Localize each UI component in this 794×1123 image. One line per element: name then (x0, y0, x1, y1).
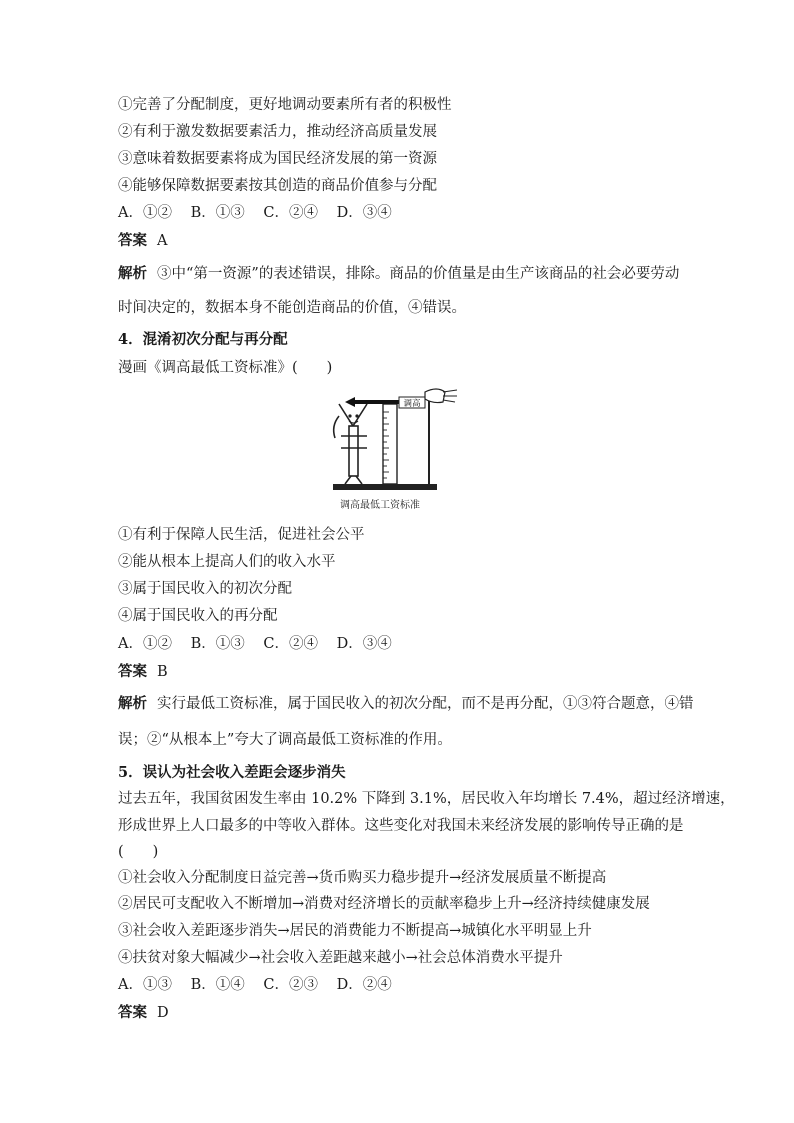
q4-choices (118, 634, 406, 654)
q4-option-4: ④属于国民收入的再分配 (118, 608, 278, 624)
q5-choice-d: D．②④ (336, 977, 392, 993)
q4-choice-d: D．③④ (336, 636, 392, 652)
q5-stem-line2: 形成世界上人口最多的中等收入群体。这些变化对我国未来经济发展的影响传导正确的是 (118, 818, 684, 834)
q4-option-3: ③属于国民收入的初次分配 (118, 581, 292, 597)
q5-option-2: ②居民可支配收入不断增加→消费对经济增长的贡献率稳步上升→经济持续健康发展 (118, 896, 650, 912)
q5-answer (118, 1003, 169, 1023)
cartoon-caption: 调高最低工资标准 (340, 500, 420, 511)
q4-stem: 漫画《调高最低工资标准》( ) (118, 360, 333, 376)
q5-choices (118, 975, 406, 995)
cartoon-eye-right (355, 414, 358, 417)
q3-analysis-line2: 时间决定的，数据本身不能创造商品的价值，④错误。 (118, 300, 466, 316)
q5-choice-c: C．②③ (263, 977, 318, 993)
q4-option-2: ②能从根本上提高人们的收入水平 (118, 554, 336, 570)
q3-analysis-line1 (118, 264, 679, 284)
q5-choice-b: B．①④ (190, 977, 245, 993)
q3-analysis-label: 解析 (118, 265, 147, 282)
q4-analysis-text1: 实行最低工资标准，属于国民收入的初次分配，而不是再分配，①③符合题意，④错 (157, 696, 694, 712)
q4-answer-value: B (157, 664, 168, 680)
q3-option-1: ①完善了分配制度，更好地调动要素所有者的积极性 (118, 97, 452, 113)
q5-heading: 5．误认为社会收入差距会逐步消失 (118, 764, 346, 781)
q5-option-3: ③社会收入差距逐步消失→居民的消费能力不断提高→城镇化水平明显上升 (118, 923, 592, 939)
cartoon-eye-left (348, 414, 351, 417)
q5-answer-label: 答案 (118, 1004, 147, 1021)
q4-heading: 4．混淆初次分配与再分配 (118, 331, 288, 348)
q3-option-3: ③意味着数据要素将成为国民经济发展的第一资源 (118, 151, 437, 167)
q5-option-1: ①社会收入分配制度日益完善→货币购买力稳步提升→经济发展质量不断提高 (118, 870, 607, 886)
q3-choices (118, 203, 406, 223)
q3-answer (118, 231, 167, 251)
q3-answer-value: A (157, 233, 168, 249)
q3-option-2: ②有利于激发数据要素活力，推动经济高质量发展 (118, 124, 437, 140)
q3-choice-b: B．①③ (190, 205, 245, 221)
cartoon-ground (333, 484, 437, 490)
q5-choice-a: A．①③ (118, 977, 172, 993)
q4-choice-c: C．②④ (263, 636, 318, 652)
cartoon-sign-text: 调高 (403, 399, 421, 409)
cartoon-hand (425, 389, 445, 403)
q5-stem-line1: 过去五年，我国贫困发生率由 10.2% 下降到 3.1%，居民收入年均增长 7.4%，超过经济增速， (118, 791, 735, 807)
cartoon-cuff (443, 390, 457, 402)
q4-analysis-line1 (118, 694, 694, 714)
q3-analysis-text1: ③中“第一资源”的表述错误，排除。商品的价值量是由生产该商品的社会必要劳动 (157, 266, 680, 282)
q4-option-1: ①有利于保障人民生活，促进社会公平 (118, 527, 365, 543)
cartoon-minimum-wage (325, 386, 465, 496)
q3-option-4: ④能够保障数据要素按其创造的商品价值参与分配 (118, 178, 437, 194)
q3-choice-c: C．②④ (263, 205, 318, 221)
q4-choice-b: B．①③ (190, 636, 245, 652)
q3-answer-label: 答案 (118, 232, 147, 249)
q3-choice-a: A．①② (118, 205, 172, 221)
q5-stem-line3: ( ) (118, 844, 159, 860)
q3-choice-d: D．③④ (336, 205, 392, 221)
q4-analysis-label: 解析 (118, 695, 147, 712)
q4-answer (118, 662, 168, 682)
q4-choice-a: A．①② (118, 636, 172, 652)
q5-option-4: ④扶贫对象大幅减少→社会收入差距越来越小→社会总体消费水平提升 (118, 950, 563, 966)
q4-analysis-line2: 误；②“从根本上”夸大了调高最低工资标准的作用。 (118, 732, 452, 748)
q4-answer-label: 答案 (118, 663, 147, 680)
q5-answer-value: D (157, 1005, 169, 1021)
